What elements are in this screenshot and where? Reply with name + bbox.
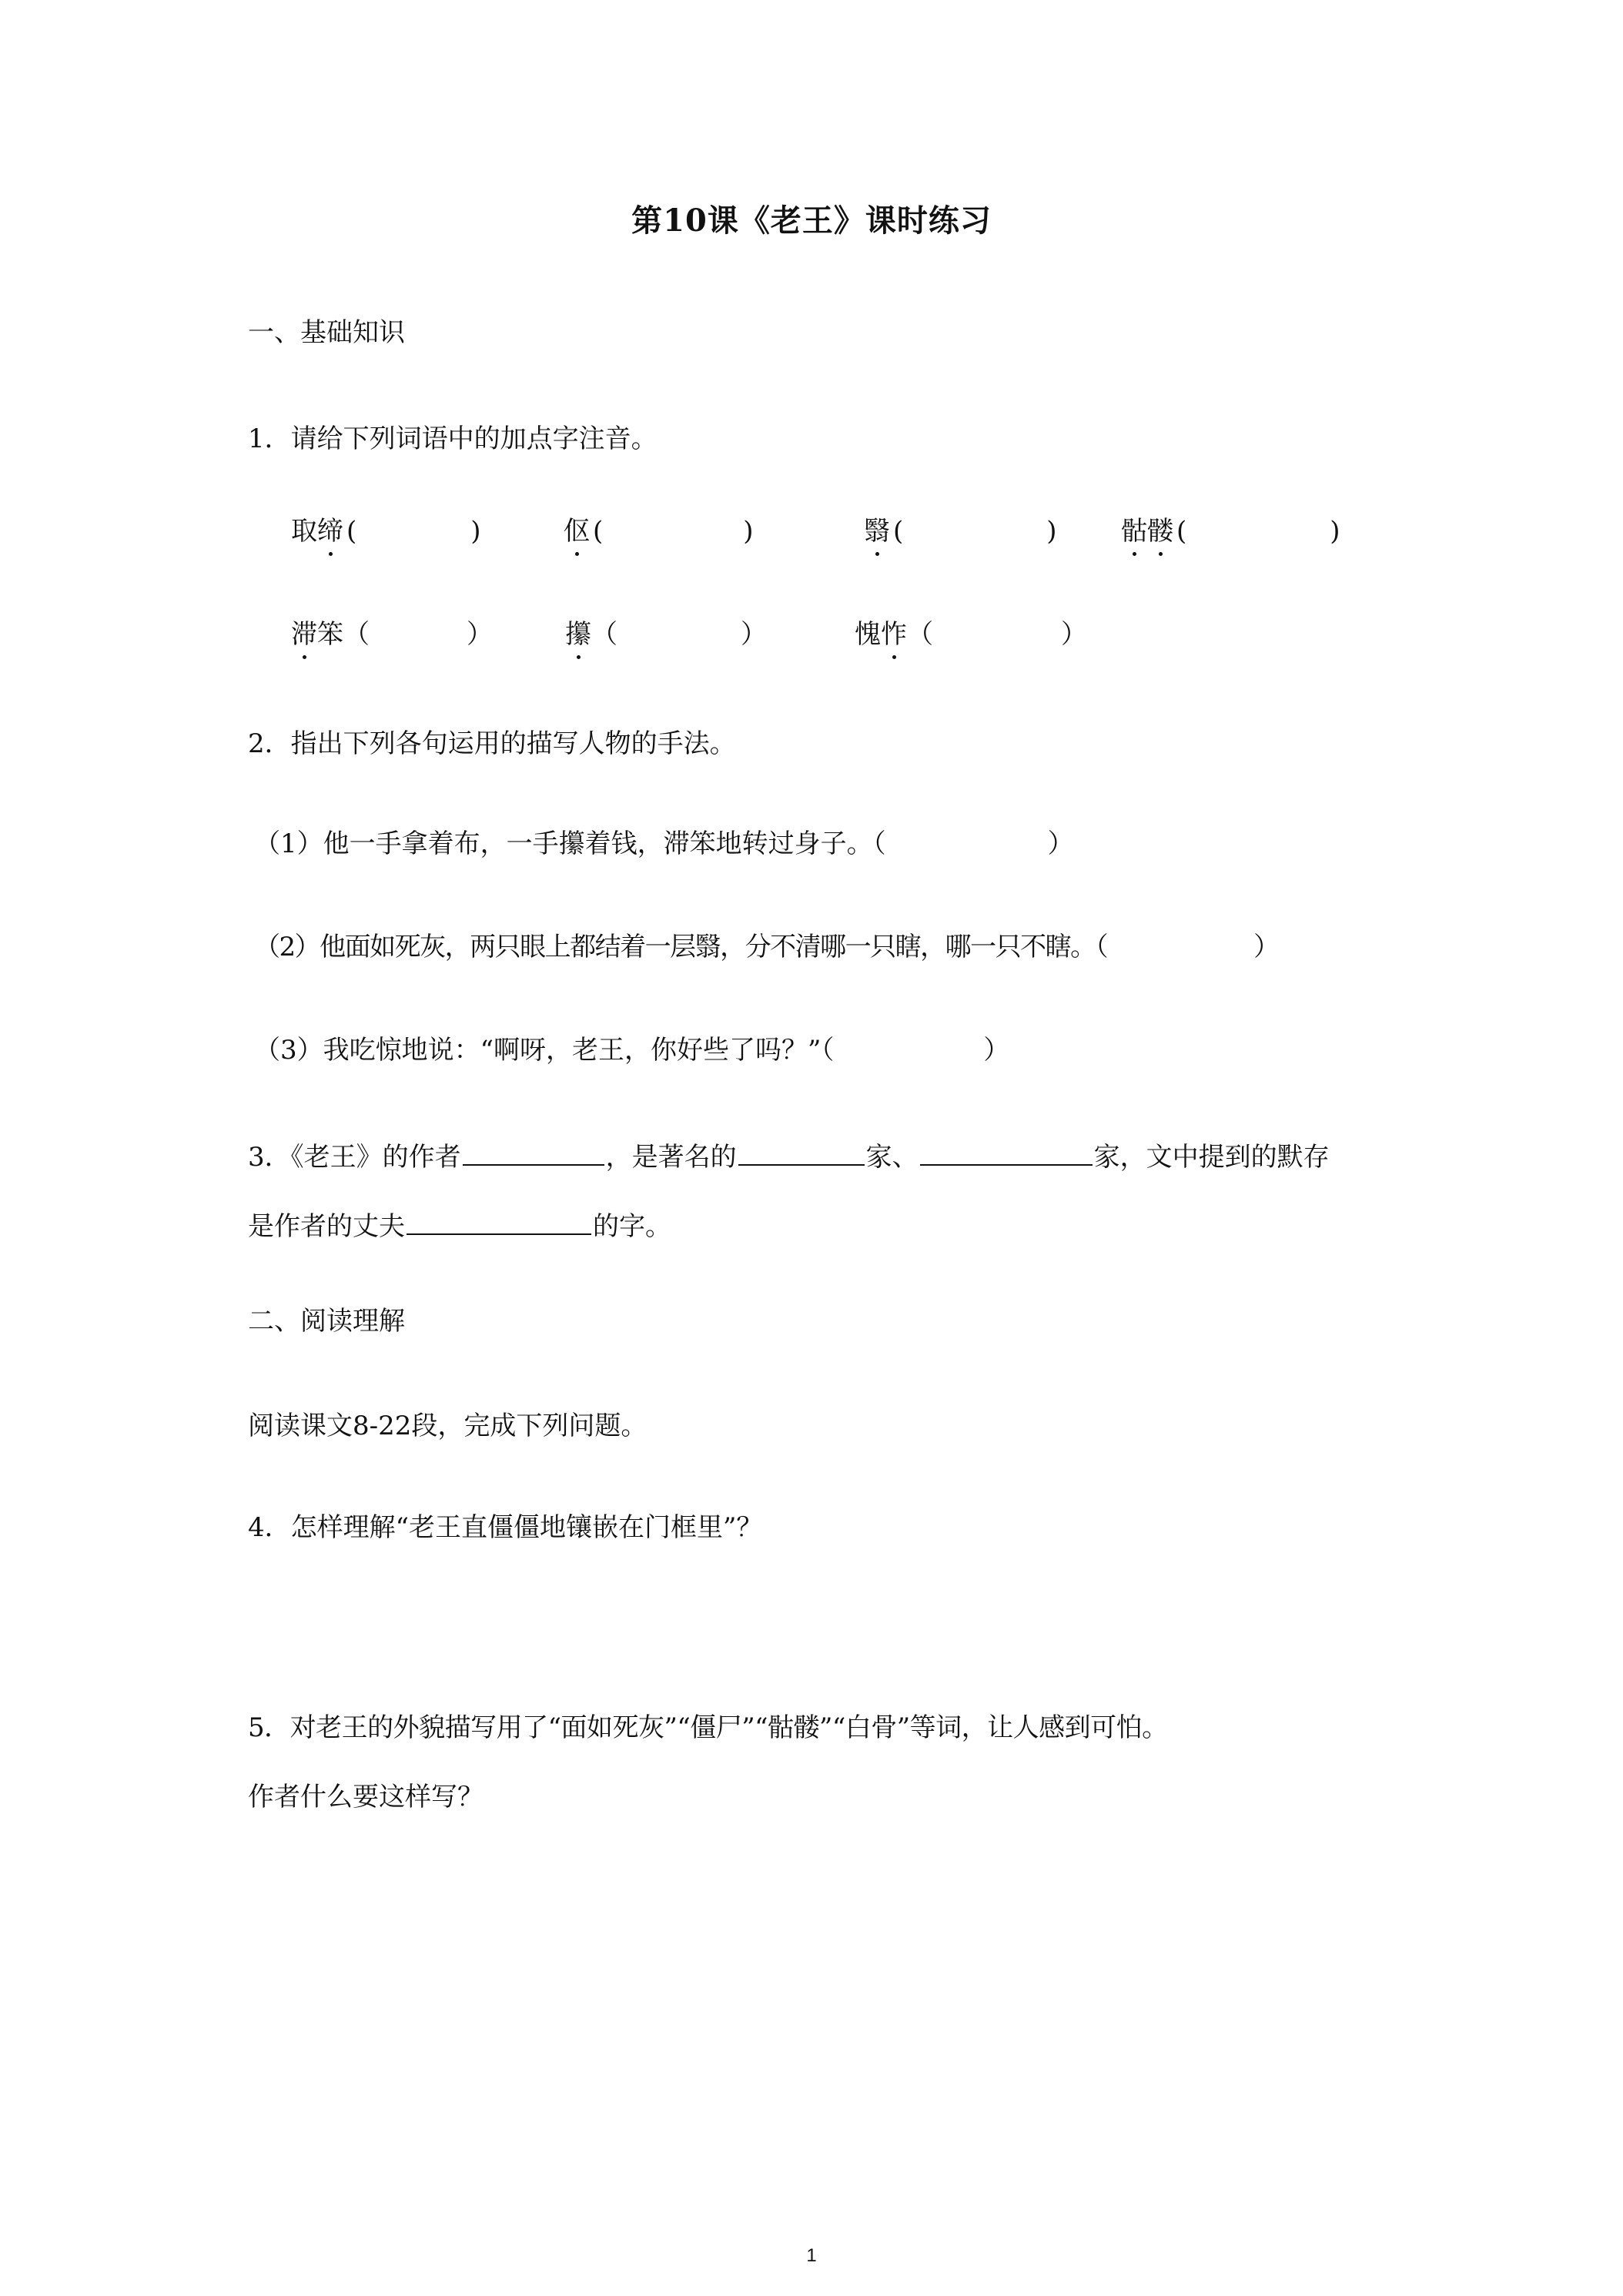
fill-blank-profession-2[interactable]: [920, 1136, 1093, 1166]
dotted-char: 翳: [864, 516, 890, 547]
question-3-line-1: 3．《老王》的作者 ，是著名的 家、 家，文中提到的默存: [248, 1136, 1330, 1174]
pinyin-item-zuan: 攥（ ）: [565, 619, 767, 650]
dotted-char: 伛: [564, 516, 590, 547]
dotted-char: 缔: [317, 516, 343, 547]
fill-blank-profession-1[interactable]: [738, 1136, 865, 1166]
dotted-char: 髅: [1147, 516, 1173, 547]
question-3-line-2: 是作者的丈夫 的字。: [248, 1206, 671, 1243]
question-5-line-1: 5．对老王的外貌描写用了“面如死灰”“僵尸”“骷髅”“白骨”等词，让人感到可怕。: [248, 1712, 1168, 1743]
fill-blank-husband[interactable]: [407, 1206, 591, 1235]
dotted-char: 骷: [1121, 516, 1147, 547]
reading-instruction: 阅读课文8-22段，完成下列问题。: [248, 1411, 648, 1441]
dotted-char: 滞: [291, 619, 317, 650]
pinyin-item-quti: 取缔 ( ): [291, 516, 481, 547]
question-4: 4．怎样理解“老王直僵僵地镶嵌在门框里”？: [248, 1512, 763, 1543]
dotted-char: 攥: [565, 619, 591, 650]
question-1-prompt: 1．请给下列词语中的加点字注音。: [248, 423, 658, 454]
page-title: 第10课《老王》课时练习: [631, 202, 992, 239]
dotted-char: 怍: [881, 619, 907, 650]
pinyin-item-zhiben: 滞笨（ ）: [291, 619, 493, 650]
question-2-sentence-2: （2）他面如死灰，两只眼上都结着一层翳，分不清哪一只瞎，哪一只不瞎。（ ）: [254, 932, 1280, 962]
fill-blank-author[interactable]: [463, 1136, 604, 1166]
question-2-prompt: 2．指出下列各句运用的描写人物的手法。: [248, 728, 736, 759]
section-heading-basics: 一、基础知识: [248, 317, 405, 348]
question-2-sentence-1: （1）他一手拿着布，一手攥着钱，滞笨地转过身子。（ ）: [254, 828, 1074, 859]
question-2-sentence-3: （3）我吃惊地说：“啊呀，老王，你好些了吗？”（ ）: [254, 1035, 1010, 1066]
pinyin-item-yu: 伛 ( ): [564, 516, 754, 547]
question-5-line-2: 作者什么要这样写？: [248, 1782, 484, 1812]
pinyin-item-yi: 翳 ( ): [864, 516, 1057, 547]
section-heading-reading: 二、阅读理解: [248, 1306, 405, 1337]
pinyin-item-kuizuo: 愧怍（ ）: [855, 619, 1087, 650]
pinyin-item-kulou: 骷髅 ( ): [1121, 516, 1340, 547]
page-number: 1: [806, 2245, 817, 2266]
